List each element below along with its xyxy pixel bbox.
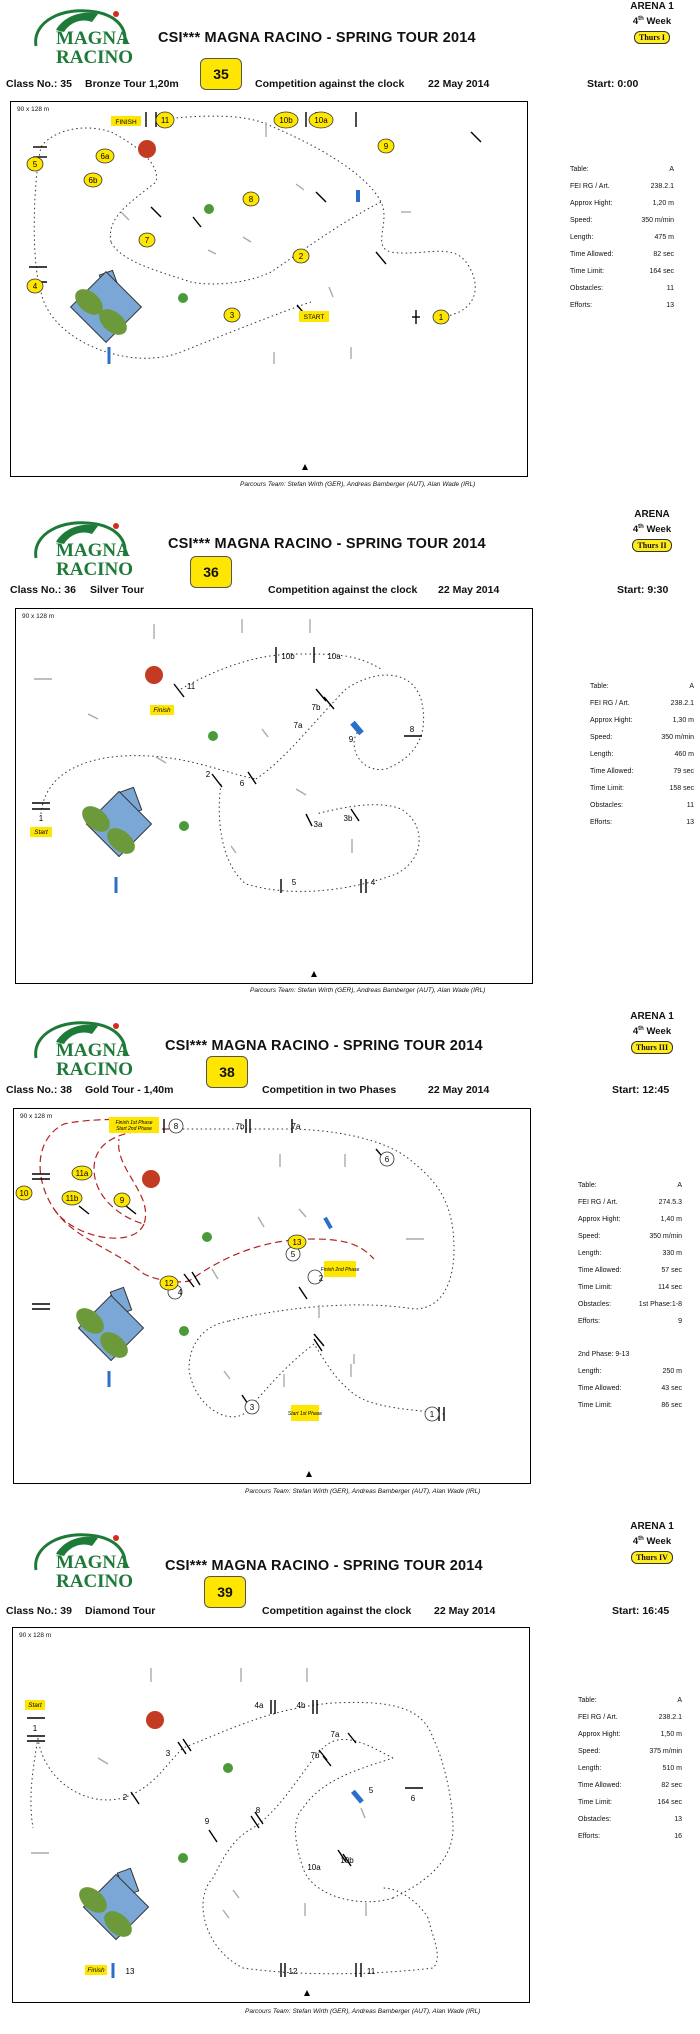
arena-name: ARENA 1 — [630, 1, 674, 12]
stats-value: 1,30 m — [672, 717, 694, 724]
day-tag: Thurs IV — [631, 1551, 673, 1564]
obstacle-12: 12 — [288, 1967, 298, 1976]
stats-row — [578, 1301, 690, 1318]
stats-row — [578, 1697, 690, 1714]
page-title: CSI*** MAGNA RACINO - SPRING TOUR 2014 — [168, 536, 486, 552]
stats-row — [578, 1284, 690, 1301]
credits: Parcours Team: Stefan Wirth (GER), Andreas Bamberger (AUT), Alan Wade (IRL) — [245, 1488, 481, 1495]
stats-key: Time Limit: — [578, 1284, 612, 1291]
arena-name: ARENA 1 — [630, 1011, 674, 1022]
obstacle-6b: 6b — [88, 176, 98, 185]
stats-key: Speed: — [578, 1748, 601, 1755]
stats-row — [578, 1351, 690, 1368]
start-time: Start: 9:30 — [617, 584, 669, 596]
arena-dimensions: 90 x 128 m — [22, 613, 55, 620]
obstacle-4: 4 — [177, 1288, 183, 1297]
competition-date: 22 May 2014 — [428, 1084, 490, 1096]
competition-type: Competition against the clock — [262, 1605, 412, 1617]
stats-row — [578, 1368, 690, 1385]
obstacle-8: 8 — [173, 1122, 179, 1131]
course-stats-table — [578, 1697, 690, 1850]
obstacle-11: 11 — [366, 1967, 376, 1976]
obstacle-11a: 11a — [75, 1169, 89, 1178]
stats-value: 350 m/min — [661, 734, 694, 741]
class-number: Class No.: 35 — [6, 78, 72, 90]
stats-value: 16 — [674, 1833, 682, 1840]
finish-label: Finish — [87, 1967, 105, 1974]
obstacle-2: 2 — [318, 1274, 324, 1283]
stats-row — [590, 734, 700, 751]
stats-key: Length: — [578, 1765, 602, 1772]
obstacle-10b: 10b — [279, 116, 293, 125]
class-number: Class No.: 39 — [6, 1605, 72, 1617]
stats-key: Efforts: — [590, 819, 613, 826]
stats-key: Speed: — [570, 217, 593, 224]
stats-value: 43 sec — [661, 1385, 682, 1392]
obstacle-6: 6 — [239, 779, 245, 788]
obstacle-13: 13 — [125, 1967, 135, 1976]
start-time: Start: 0:00 — [587, 78, 639, 90]
obstacle-11: 11 — [186, 682, 196, 691]
obstacle-10: 10 — [19, 1189, 29, 1198]
obstacle-3b: 3b — [343, 814, 353, 823]
start-phase-2-label: Start 2nd Phase — [116, 1126, 152, 1132]
stats-row — [578, 1799, 690, 1816]
svg-text:RACINO: RACINO — [56, 1571, 134, 1592]
stats-row — [570, 166, 682, 183]
page-title: CSI*** MAGNA RACINO - SPRING TOUR 2014 — [165, 1558, 483, 1574]
finish-phase-1-label: Finish 1st Phase — [115, 1120, 153, 1126]
arena-info — [612, 508, 692, 552]
stats-key: Obstacles: — [590, 802, 624, 809]
stats-key: Efforts: — [578, 1318, 601, 1325]
stats-row — [570, 234, 682, 251]
stats-value: 510 m — [662, 1765, 682, 1772]
stats-key: Length: — [570, 234, 594, 241]
week-label: 4th Week — [632, 16, 672, 28]
week-label: 4th Week — [632, 524, 672, 536]
stats-row — [578, 1250, 690, 1267]
course-stats-table — [570, 166, 682, 319]
stats-value: 86 sec — [661, 1402, 682, 1409]
course-plan — [16, 609, 532, 983]
obstacle-9: 9 — [119, 1196, 125, 1205]
stats-key: Length: — [590, 751, 614, 758]
stats-value: 82 sec — [661, 1782, 682, 1789]
stats-value: 13 — [666, 302, 674, 309]
stats-row — [590, 768, 700, 785]
stats-key: Table: — [570, 166, 589, 173]
obstacle-1: 1 — [32, 1724, 38, 1733]
stats-row — [578, 1748, 690, 1765]
magna-racino-logo — [26, 0, 156, 72]
stats-key: Approx Hight: — [578, 1216, 621, 1223]
stats-key: Table: — [578, 1697, 597, 1704]
obstacle-2: 2 — [298, 252, 304, 261]
obstacle-4a: 4a — [254, 1701, 264, 1710]
stats-row — [570, 183, 682, 200]
stats-row — [578, 1833, 690, 1850]
class-info-row — [0, 584, 700, 600]
stats-row — [578, 1714, 690, 1731]
finish-label: FINISH — [115, 119, 137, 126]
course-sheet-class-39 — [0, 1521, 700, 2034]
stats-row — [578, 1782, 690, 1799]
stats-row — [578, 1385, 690, 1402]
stats-key: Speed: — [578, 1233, 601, 1240]
obstacle-6: 6 — [384, 1155, 390, 1164]
stats-value: 460 m — [674, 751, 694, 758]
obstacle-10a: 10a — [314, 116, 328, 125]
obstacle-12: 12 — [164, 1279, 174, 1288]
svg-text:MAGNA: MAGNA — [56, 540, 130, 561]
stats-value: 475 m — [654, 234, 674, 241]
obstacle-1: 1 — [38, 814, 44, 823]
obstacle-7a: 7a — [330, 1730, 340, 1739]
stats-key: Time Allowed: — [570, 251, 614, 258]
stats-value: A — [689, 683, 694, 690]
class-number: Class No.: 36 — [10, 584, 76, 596]
obstacle-1: 1 — [429, 1410, 435, 1419]
stats-value: 79 sec — [673, 768, 694, 775]
obstacle-9: 9 — [348, 735, 354, 744]
stats-row — [570, 285, 682, 302]
stats-row — [578, 1216, 690, 1233]
stats-row — [570, 251, 682, 268]
stats-value: A — [677, 1182, 682, 1189]
stats-key: Time Limit: — [578, 1402, 612, 1409]
stats-row — [578, 1402, 690, 1419]
obstacle-11: 11 — [160, 116, 170, 125]
stats-key: Table: — [578, 1182, 597, 1189]
obstacle-7a: 7a — [291, 1122, 301, 1131]
competition-type: Competition against the clock — [268, 584, 418, 596]
course-sheet-class-35 — [0, 0, 700, 508]
stats-row — [590, 785, 700, 802]
svg-text:MAGNA: MAGNA — [56, 1040, 130, 1061]
svg-text:MAGNA: MAGNA — [56, 1552, 130, 1573]
stats-key: Approx Hight: — [578, 1731, 621, 1738]
stats-key: Efforts: — [578, 1833, 601, 1840]
arena-dimensions: 90 x 128 m — [20, 1113, 53, 1120]
stats-row — [578, 1199, 690, 1216]
obstacle-2: 2 — [205, 770, 211, 779]
competition-type: Competition against the clock — [255, 78, 405, 90]
svg-text:MAGNA: MAGNA — [56, 28, 130, 49]
obstacle-6a: 6a — [100, 152, 110, 161]
obstacle-5: 5 — [291, 878, 297, 887]
obstacle-1: 1 — [438, 313, 444, 322]
class-info-row — [0, 78, 700, 94]
stats-value: 158 sec — [669, 785, 694, 792]
course-map — [15, 608, 533, 984]
stats-value: 1,40 m — [660, 1216, 682, 1223]
obstacle-8: 8 — [255, 1806, 261, 1815]
svg-text:RACINO: RACINO — [56, 1059, 134, 1080]
start-label: START — [303, 314, 325, 321]
arena-info — [612, 1010, 692, 1054]
obstacle-4: 4 — [370, 878, 376, 887]
stats-value: 274.5.3 — [658, 1199, 682, 1206]
class-badge: 36 — [190, 556, 232, 588]
course-map — [12, 1627, 530, 2003]
obstacle-9: 9 — [204, 1817, 210, 1826]
obstacle-7b: 7b — [310, 1751, 320, 1760]
magna-racino-logo — [26, 508, 156, 580]
svg-text:RACINO: RACINO — [56, 47, 134, 68]
stats-value: 250 m — [662, 1368, 682, 1375]
stats-row — [578, 1233, 690, 1250]
obstacle-8: 8 — [409, 725, 415, 734]
class-number: Class No.: 38 — [6, 1084, 72, 1096]
stats-key: Time Allowed: — [590, 768, 634, 775]
stats-value: 1,50 m — [660, 1731, 682, 1738]
credits: Parcours Team: Stefan Wirth (GER), Andreas Bamberger (AUT), Alan Wade (IRL) — [245, 2008, 481, 2015]
obstacle-4b: 4b — [296, 1701, 306, 1710]
obstacle-10a: 10a — [307, 1863, 321, 1872]
obstacle-3: 3 — [229, 311, 235, 320]
obstacle-10b: 10b — [281, 652, 295, 661]
obstacle-3: 3 — [165, 1749, 171, 1758]
obstacle-5: 5 — [368, 1786, 374, 1795]
stats-value: A — [669, 166, 674, 173]
finish-phase-2-label: Finish 2nd Phase — [320, 1267, 360, 1273]
stats-key: Approx Hight: — [590, 717, 633, 724]
finish-label: Finish — [153, 707, 171, 714]
course-map — [10, 101, 528, 477]
start-time: Start: 16:45 — [612, 1605, 670, 1617]
obstacle-5: 5 — [290, 1250, 296, 1259]
obstacle-8: 8 — [248, 195, 254, 204]
obstacle-9: 9 — [383, 142, 389, 151]
class-badge: 38 — [206, 1056, 248, 1088]
arena-dimensions: 90 x 128 m — [19, 1632, 52, 1639]
stats-value: 13 — [686, 819, 694, 826]
stats-row — [578, 1765, 690, 1782]
day-tag: Thurs II — [632, 539, 671, 552]
start-time: Start: 12:45 — [612, 1084, 670, 1096]
class-name: Diamond Tour — [85, 1605, 156, 1617]
obstacle-3: 3 — [249, 1403, 255, 1412]
course-map — [13, 1108, 531, 1484]
stats-key: Time Allowed: — [578, 1782, 622, 1789]
stats-value: 11 — [686, 802, 694, 809]
stats-value: 238.2.1 — [658, 1714, 682, 1721]
stats-key: Obstacles: — [578, 1816, 612, 1823]
stats-value: 350 m/min — [649, 1233, 682, 1240]
stats-key: Speed: — [590, 734, 613, 741]
course-plan — [14, 1109, 530, 1483]
stats-key: Time Limit: — [570, 268, 604, 275]
obstacle-7: 7 — [144, 236, 150, 245]
stats-key: Obstacles: — [578, 1301, 612, 1308]
obstacle-13: 13 — [292, 1238, 302, 1247]
stats-key: Length: — [578, 1250, 602, 1257]
arena-name: ARENA 1 — [630, 1521, 674, 1532]
stats-value: 1st Phase:1-8 — [638, 1301, 682, 1308]
week-label: 4th Week — [632, 1026, 672, 1038]
stats-value: 164 sec — [649, 268, 674, 275]
stats-row — [570, 217, 682, 234]
stats-value: 238.2.1 — [670, 700, 694, 707]
week-label: 4th Week — [632, 1536, 672, 1548]
obstacle-10a: 10a — [327, 652, 341, 661]
competition-date: 22 May 2014 — [438, 584, 500, 596]
stats-row — [570, 302, 682, 319]
stats-key: FEI RG / Art. — [578, 1199, 618, 1206]
obstacle-7b: 7b — [235, 1122, 245, 1131]
obstacle-7a: 7a — [293, 721, 303, 730]
obstacle-2: 2 — [122, 1793, 128, 1802]
stats-key: Table: — [590, 683, 609, 690]
svg-text:RACINO: RACINO — [56, 559, 134, 580]
start-phase-1-label: Start 1st Phase — [287, 1411, 323, 1417]
arena-dimensions: 90 x 128 m — [17, 106, 50, 113]
stats-value: 164 sec — [657, 1799, 682, 1806]
stats-key: FEI RG / Art. — [578, 1714, 618, 1721]
page-title: CSI*** MAGNA RACINO - SPRING TOUR 2014 — [165, 1038, 483, 1054]
credits: Parcours Team: Stefan Wirth (GER), Andreas Bamberger (AUT), Alan Wade (IRL) — [240, 481, 476, 488]
stats-key: Time Limit: — [590, 785, 624, 792]
magna-racino-logo — [26, 1016, 156, 1088]
class-badge: 39 — [204, 1576, 246, 1608]
stats-value: 375 m/min — [649, 1748, 682, 1755]
stats-row — [590, 683, 700, 700]
stats-key: Time Allowed: — [578, 1267, 622, 1274]
stats-value: 238.2.1 — [650, 183, 674, 190]
credits: Parcours Team: Stefan Wirth (GER), Andreas Bamberger (AUT), Alan Wade (IRL) — [250, 987, 486, 994]
start-label: Start — [34, 829, 48, 836]
class-badge: 35 — [200, 58, 242, 90]
stats-key: Efforts: — [570, 302, 593, 309]
stats-key: Obstacles: — [570, 285, 604, 292]
stats-row — [578, 1182, 690, 1199]
stats-row — [590, 700, 700, 717]
stats-value: 82 sec — [653, 251, 674, 258]
competition-date: 22 May 2014 — [434, 1605, 496, 1617]
magna-racino-logo — [26, 1526, 156, 1598]
stats-key: Time Limit: — [578, 1799, 612, 1806]
course-plan — [11, 102, 527, 476]
stats-value: 1,20 m — [652, 200, 674, 207]
stats-key: FEI RG / Art. — [570, 183, 610, 190]
stats-key: 2nd Phase: 9-13 — [578, 1351, 630, 1358]
day-tag: Thurs III — [631, 1041, 673, 1054]
arena-info — [612, 0, 692, 44]
stats-row — [590, 751, 700, 768]
stats-row — [578, 1318, 690, 1335]
class-info-row — [0, 1084, 700, 1100]
day-tag: Thurs I — [634, 31, 670, 44]
stats-value: 330 m — [662, 1250, 682, 1257]
class-name: Bronze Tour 1,20m — [85, 78, 179, 90]
stats-key: FEI RG / Art. — [590, 700, 630, 707]
stats-key: Time Allowed: — [578, 1385, 622, 1392]
stats-row — [578, 1267, 690, 1284]
page-title: CSI*** MAGNA RACINO - SPRING TOUR 2014 — [158, 30, 476, 46]
stats-value: 11 — [666, 285, 674, 292]
stats-key: Length: — [578, 1368, 602, 1375]
stats-row — [590, 819, 700, 836]
obstacle-3a: 3a — [313, 820, 323, 829]
stats-value: 9 — [678, 1318, 682, 1325]
stats-row — [578, 1731, 690, 1748]
start-label: Start — [28, 1702, 42, 1709]
stats-row — [570, 268, 682, 285]
stats-value: 114 sec — [658, 1284, 682, 1291]
course-plan — [13, 1628, 529, 2002]
stats-row — [578, 1816, 690, 1833]
stats-row — [590, 802, 700, 819]
obstacle-5: 5 — [32, 160, 38, 169]
stats-value: 57 sec — [661, 1267, 682, 1274]
stats-value: 13 — [674, 1816, 682, 1823]
obstacle-11b: 11b — [65, 1194, 79, 1203]
arena-name: ARENA — [634, 509, 670, 520]
competition-type: Competition in two Phases — [262, 1084, 397, 1096]
class-name: Silver Tour — [90, 584, 145, 596]
obstacle-7b: 7b — [311, 703, 321, 712]
competition-date: 22 May 2014 — [428, 78, 490, 90]
stats-row — [590, 717, 700, 734]
course-sheet-class-36 — [0, 508, 700, 1016]
arena-info — [612, 1520, 692, 1564]
class-name: Gold Tour - 1,40m — [85, 1084, 174, 1096]
stats-value: A — [677, 1697, 682, 1704]
stats-key: Approx Hight: — [570, 200, 613, 207]
stats-value: 350 m/min — [641, 217, 674, 224]
stats-row — [570, 200, 682, 217]
course-stats-table — [590, 683, 700, 836]
obstacle-4: 4 — [32, 282, 38, 291]
obstacle-6: 6 — [410, 1794, 416, 1803]
course-stats-table — [578, 1182, 690, 1419]
class-info-row — [0, 1605, 700, 1621]
course-sheet-class-38 — [0, 1011, 700, 1524]
obstacle-10b: 10b — [340, 1856, 354, 1865]
